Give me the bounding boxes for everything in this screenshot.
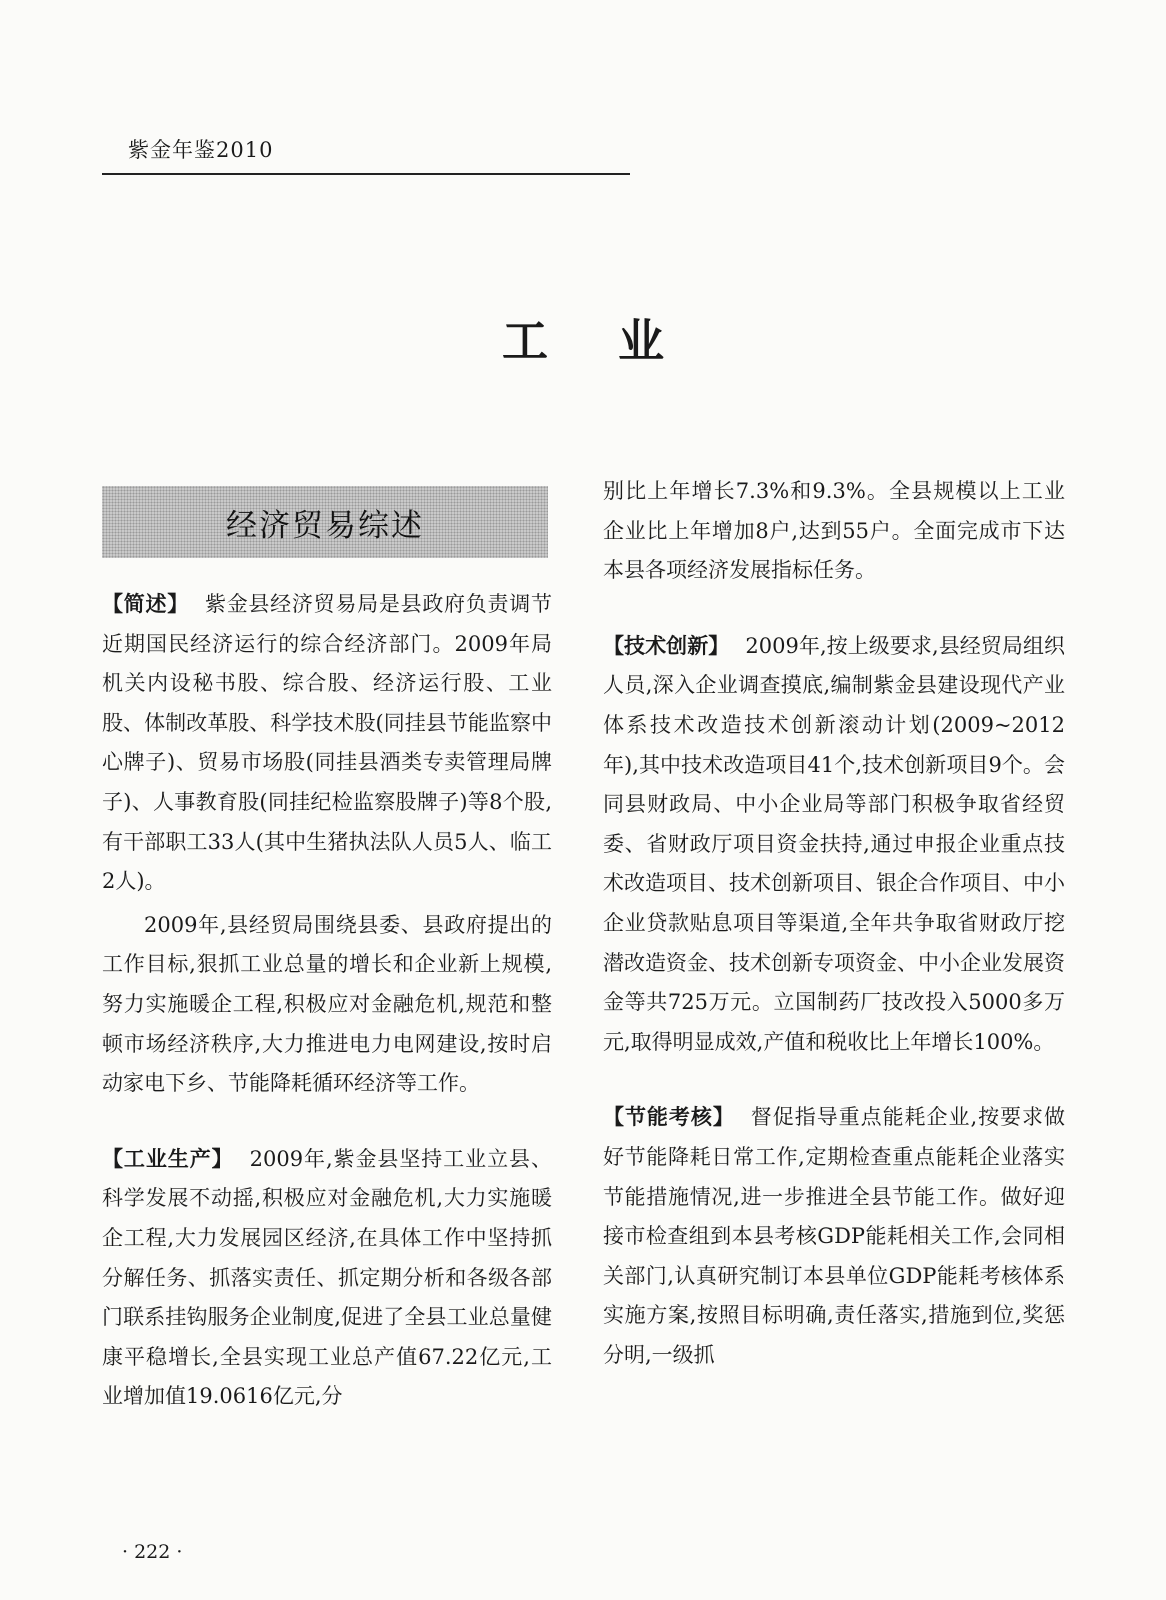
keyword-energy-assessment: 【节能考核】	[603, 1105, 735, 1130]
right-column	[603, 472, 1065, 1375]
section-banner	[102, 486, 548, 558]
keyword-overview: 【简述】	[102, 592, 189, 616]
paragraph-energy-assessment	[603, 1098, 1065, 1375]
chapter-title: 工业	[502, 314, 734, 368]
paragraph-overview	[102, 585, 552, 902]
keyword-industrial-production: 【工业生产】	[102, 1146, 234, 1171]
paragraph-continued: 别比上年增长7.3%和9.3%。全县规模以上工业企业比上年增加8户,达到55户。全面完成市下达本县各项经济发展指标任务。	[603, 479, 1065, 583]
energy-assessment-text: 督促指导重点能耗企业,按要求做好节能降耗日常工作,定期检查重点能耗企业落实节能措施情况,进一步推进全县节能工作。做好迎接市检查组到本县考核GDP能耗相关工作,会同相关部门,认真研究制订本县单位GDP能耗考核体系实施方案,按照目标明确,责任落实,措施到位,奖惩分明,一级抓	[603, 1105, 1065, 1367]
running-head: 紫金年鉴2010	[128, 138, 274, 162]
industrial-production-text: 2009年,紫金县坚持工业立县、科学发展不动摇,积极应对金融危机,大力实施暖企工程,大力发展园区经济,在具体工作中坚持抓分解任务、抓落实责任、抓定期分析和各级各部门联系挂钩服务企业制度,促进了全县工业总量健康平稳增长,全县实现工业总产值67.22亿元,工业增加值19.0616亿元,分	[102, 1146, 552, 1409]
left-column	[102, 585, 552, 1417]
paragraph-tech-innovation	[603, 627, 1065, 1063]
keyword-tech-innovation: 【技术创新】	[603, 633, 730, 658]
paragraph-industrial-production	[102, 1140, 552, 1417]
header-rule	[102, 173, 630, 175]
tech-innovation-text: 2009年,按上级要求,县经贸局组织人员,深入企业调查摸底,编制紫金县建设现代产业体系技术改造技术创新滚动计划(2009~2012年),其中技术改造项目41个,技术创新项目9个。会同县财政局、中小企业局等部门积极争取省经贸委、省财政厅项目资金扶持,通过申报企业重点技术改造项目、技术创新项目、银企合作项目、中小企业贷款贴息项目等渠道,全年共争取省财政厅挖潜改造资金、技术创新专项资金、中小企业发展资金等共725万元。立国制药厂技改投入5000多万元,取得明显成效,产值和税收比上年增长100%。	[603, 633, 1066, 1054]
overview-text: 紫金县经济贸易局是县政府负责调节近期国民经济运行的综合经济部门。2009年局机关内设秘书股、综合股、经济运行股、工业股、体制改革股、科学技术股(同挂县节能监察中心牌子)、贸易市场股(同挂县酒类专卖管理局牌子)、人事教育股(同挂纪检监察股牌子)等8个股,有干部职工33人(其中生猪执法队人员5人、临工2人)。	[102, 592, 553, 894]
section-banner-text: 经济贸易综述	[226, 507, 424, 544]
page-number: · 222 ·	[122, 1541, 183, 1563]
paragraph-work-goals: 2009年,县经贸局围绕县委、县政府提出的工作目标,狠抓工业总量的增长和企业新上规模,努力实施暖企工程,积极应对金融危机,规范和整顿市场经济秩序,大力推进电力电网建设,按时启动家电下乡、节能降耗循环经济等工作。	[102, 912, 552, 1096]
